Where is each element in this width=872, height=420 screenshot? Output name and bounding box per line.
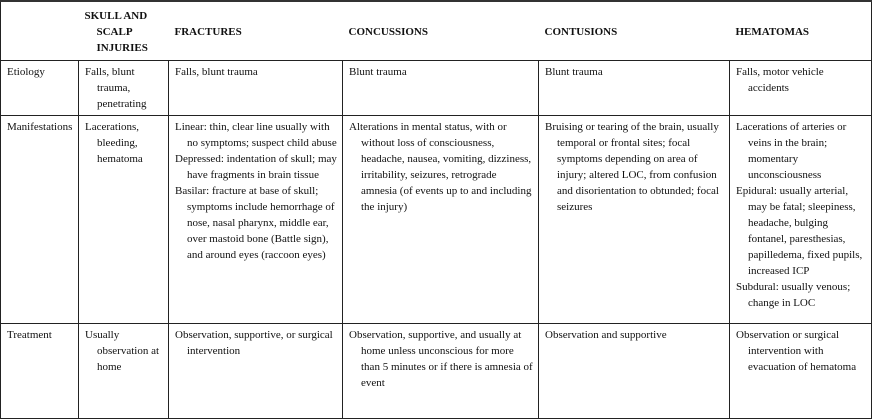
table-row-manifestations bbox=[1, 116, 872, 324]
cell-paragraph: Lacerations, bleeding, hematoma bbox=[85, 121, 143, 165]
cell-paragraph: Observation or surgical intervention with evacuation of hematoma bbox=[736, 329, 857, 373]
header-concussions: CONCUSSIONS bbox=[343, 1, 539, 61]
cell-paragraph: Usually observation at home bbox=[85, 329, 160, 373]
cell-skull-scalp bbox=[79, 116, 169, 324]
row-label: Treatment bbox=[1, 324, 79, 419]
cell-fractures bbox=[169, 61, 343, 116]
cell-paragraph: Observation, supportive, or surgical intervention bbox=[175, 329, 333, 357]
cell-paragraph: Observation, supportive, and usually at home unless unconscious for more than 5 minutes or if there is amnesia of event bbox=[349, 329, 533, 389]
cell-paragraph: Falls, blunt trauma bbox=[175, 66, 258, 78]
cell-paragraph: Linear: thin, clear line usually with no symptoms; suspect child abuse bbox=[175, 121, 337, 149]
header-fractures: FRACTURES bbox=[169, 1, 343, 61]
cell-paragraph: Bruising or tearing of the brain, usually temporal or frontal sites; focal symptoms depending on area of injury; altered LOC, from confusion and disorientation to obtunded; focal seizures bbox=[545, 121, 719, 213]
cell-paragraph: Depressed: indentation of skull; may have fragments in brain tissue bbox=[175, 153, 337, 181]
cell-paragraph: Epidural: usually arterial, may be fatal; sleepiness, headache, bulging fontanel, paresthesias, papilledema, fixed pupils, increased ICP bbox=[736, 185, 863, 277]
header-skull-scalp bbox=[79, 1, 169, 61]
cell-fractures bbox=[169, 116, 343, 324]
cell-contusions bbox=[539, 61, 730, 116]
cell-paragraph: Subdural: usually venous; change in LOC bbox=[736, 281, 851, 309]
cell-paragraph: Falls, motor vehicle accidents bbox=[736, 66, 824, 94]
cell-skull-scalp bbox=[79, 324, 169, 419]
header-row bbox=[1, 1, 872, 61]
table-row-treatment bbox=[1, 324, 872, 419]
cell-skull-scalp bbox=[79, 61, 169, 116]
header-hematomas: HEMATOMAS bbox=[730, 1, 872, 61]
cell-hematomas bbox=[730, 116, 872, 324]
cell-paragraph: Lacerations of arteries or veins in the brain; momentary unconsciousness bbox=[736, 121, 847, 181]
cell-paragraph: Alterations in mental status, with or without loss of consciousness, headache, nausea, vomiting, dizziness, irritability, seizures, retrograde amnesia (of events up to and including the injury) bbox=[349, 121, 532, 213]
row-label: Etiology bbox=[1, 61, 79, 116]
cell-contusions bbox=[539, 324, 730, 419]
cell-paragraph: Observation and supportive bbox=[545, 329, 667, 341]
cell-hematomas bbox=[730, 61, 872, 116]
header-empty bbox=[1, 1, 79, 61]
cell-concussions bbox=[343, 61, 539, 116]
table-row-etiology bbox=[1, 61, 872, 116]
cell-paragraph: Blunt trauma bbox=[545, 66, 603, 78]
header-contusions: CONTUSIONS bbox=[539, 1, 730, 61]
cell-concussions bbox=[343, 116, 539, 324]
header-skull-scalp-text: SKULL AND SCALP INJURIES bbox=[84, 9, 148, 54]
cell-fractures bbox=[169, 324, 343, 419]
cell-concussions bbox=[343, 324, 539, 419]
cell-contusions bbox=[539, 116, 730, 324]
cell-paragraph: Basilar: fracture at base of skull; symptoms include hemorrhage of nose, nasal pharynx, middle ear, over mastoid bone (Battle sign), and around eyes (raccoon eyes) bbox=[175, 185, 335, 261]
cell-paragraph: Blunt trauma bbox=[349, 66, 407, 78]
row-label: Manifestations bbox=[1, 116, 79, 324]
cell-hematomas bbox=[730, 324, 872, 419]
cell-paragraph: Falls, blunt trauma, penetrating bbox=[85, 66, 147, 110]
